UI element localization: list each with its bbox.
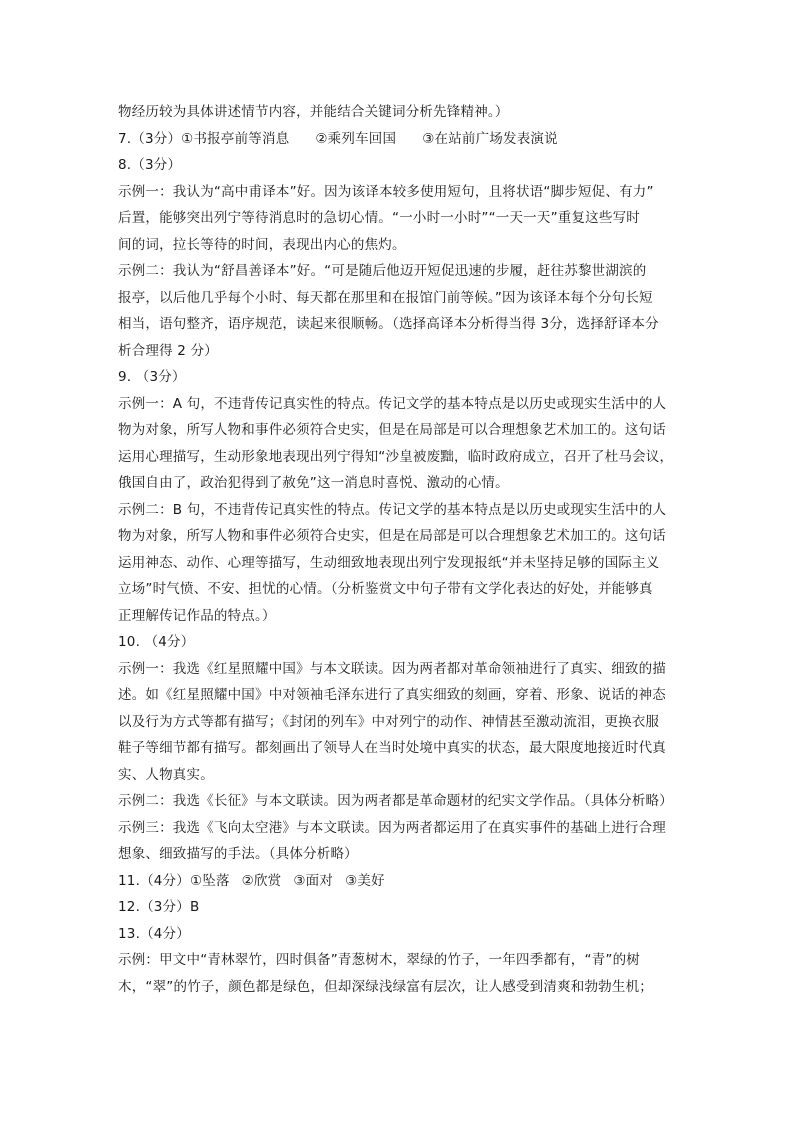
text-line: 立场”时气愤、不安、担忧的心情。（分析鉴赏文中句子带有文学化表达的好处，并能够真 [118, 581, 653, 597]
text-line: 后置，能够突出列宁等待消息时的急切心情。“一小时一小时”“一天一天”重复这些写时 [118, 210, 640, 226]
question-7-line [118, 126, 678, 153]
question-7-answer-a: 7.（3分）①书报亭前等消息 [118, 130, 290, 147]
text-line: 示例一：A 句，不违背传记真实性的特点。传记文学的基本特点是以历史或现实生活中的人 [118, 395, 667, 412]
answer-page [118, 99, 678, 1000]
text-line: 析合理得 2 分） [118, 342, 218, 359]
question-12-line: 12.（3分）B [118, 899, 200, 915]
question-11-answer-c: ③面对 [293, 872, 334, 889]
text-line: 正理解传记作品的特点。） [118, 607, 276, 624]
text-line: 以及行为方式等都有描写；《封闭的列车》中对列宁的动作、神情甚至激动流泪，更换衣服 [118, 713, 660, 730]
text-line: 示例三：我选《飞向太空港》与本文联读。因为两者都运用了在真实事件的基础上进行合理 [118, 819, 666, 836]
question-8-heading: 8.（3分） [118, 157, 182, 173]
question-7-answer-b: ②乘列车回国 [315, 130, 397, 147]
text-line: 运用神态、动作、心理等描写，生动细致地表现出列宁发现报纸“并未坚持足够的国际主义 [118, 554, 660, 571]
question-13-heading: 13.（4分） [118, 925, 190, 942]
text-line: 间的词，拉长等待的时间，表现出内心的焦灼。 [118, 236, 406, 253]
text-line: 示例二：我选《长征》与本文联读。因为两者都是革命题材的纪实文学作品。（具体分析略） [118, 793, 673, 809]
text-line: 俄国自由了，政治犯得到了赦免”这一消息时喜悦、激动的心情。 [118, 475, 509, 491]
text-line: 鞋子等细节都有描写。都刻画出了领导人在当时处境中真实的状态，最大限度地接近时代真 [118, 740, 666, 756]
text-line: 物为对象，所写人物和事件必须符合史实，但是在局部是可以合理想象艺术加工的。这句话 [118, 528, 666, 544]
text-line: 物为对象，所写人物和事件必须符合史实，但是在局部是可以合理想象艺术加工的。这句话 [118, 422, 666, 438]
question-11-answer-d: ③美好 [345, 872, 385, 889]
question-9-heading: 9. （3分） [118, 369, 186, 385]
text-line: 实、人物真实。 [118, 766, 214, 783]
text-line: 运用心理描写，生动形象地表现出列宁得知“沙皇被废黜，临时政府成立，召开了杜马会议， [118, 448, 674, 465]
text-line: 相当，语句整齐，语序规范，读起来很顺畅。（选择高译本分析得当得 3分，选择舒译本分 [118, 316, 659, 332]
text-line: 物经历较为具体讲述情节内容，并能结合关键词分析先锋精神。） [118, 104, 509, 120]
text-line: 报亭，以后他几乎每个小时、每天都在那里和在报馆门前等候。”因为该译本每个分句长短 [118, 289, 653, 306]
text-line: 示例一：我选《红星照耀中国》与本文联读。因为两者都对革命领袖进行了真实、细致的描 [118, 660, 666, 677]
question-11-answer-a: 11.（4分）①坠落 [118, 872, 230, 889]
question-11-line [118, 868, 678, 895]
text-line: 示例二：我认为“舒昌善译本”好。“可是随后他迈开短促迅速的步履，赶往苏黎世湖滨的 [118, 263, 647, 279]
text-line: 示例：甲文中“青林翠竹，四时俱备”青葱树木，翠绿的竹子，一年四季都有，“青”的树 [118, 952, 640, 968]
text-line: 木，“翠”的竹子，颜色都是绿色，但却深绿浅绿富有层次，让人感受到清爽和勃勃生机； [118, 978, 653, 995]
text-line: 示例二：B 句，不违背传记真实性的特点。传记文学的基本特点是以历史或现实生活中的人 [118, 501, 667, 518]
question-10-heading: 10. （4分） [118, 634, 195, 650]
text-line: 示例一：我认为“高中甫译本”好。因为该译本较多使用短句，且将状语“脚步短促、有力” [118, 183, 654, 200]
text-line: 想象、细致描写的手法。（具体分析略） [118, 846, 358, 862]
question-7-answer-c: ③在站前广场发表演说 [422, 130, 558, 147]
text-line: 述。如《红星照耀中国》中对领袖毛泽东进行了真实细致的刻画，穿着、形象、说话的神态 [118, 687, 666, 703]
question-11-answer-b: ②欣赏 [241, 872, 282, 889]
